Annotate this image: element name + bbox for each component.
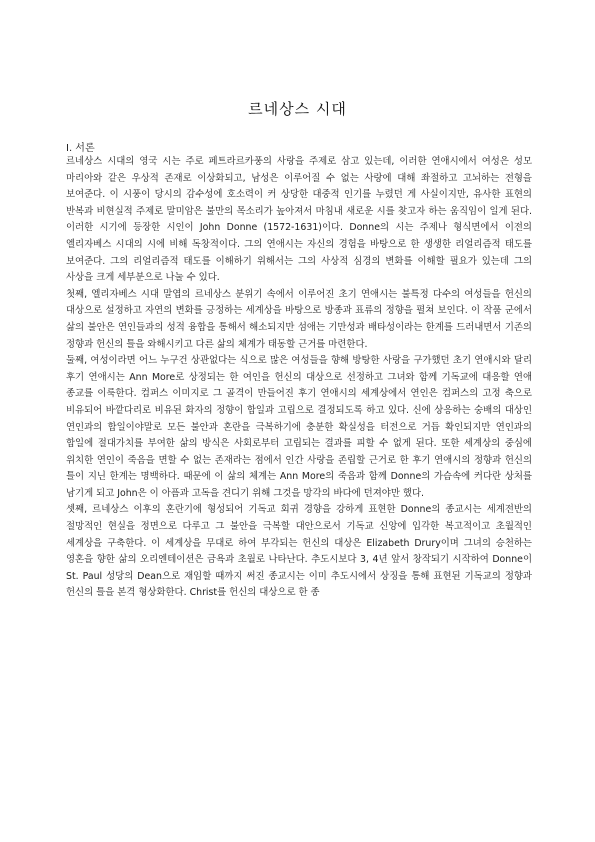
paragraph-second: 둘째, 여성이라면 어느 누구건 상관없다는 식으로 많은 여성들을 향해 방탕한 사랑을 구가했던 초기 연애시와 달리 후기 연애시는 Ann More로 상정되는 한 여인을 헌신의 대상으로 선정하고 그녀와 함께 기독교에 대응할 연애 종교를 이룩한다. 컴퍼스 이미지로 그 골격이 만들어진 후기 연애시의 세계상에서 연인은 컴퍼스의 고정 축으로 비유되어 바깥다리로 비유된 화자의 정향이 합일과 고립으로 결정되도록 하고 있다. 신에 상응하는 숭배의 대상인 연인과의 합일이야말로 모든 불안과 혼란을 극복하기에 충분한 확실성을 터전으로 거듭 확인되지만 연인과의 합일에 절대가치를 부여한 삶의 방식은 사회로부터 고립되는 결과를 피할 수 없게 된다. 또한 세계상의 중심에 위치한 연인이 죽음을 면할 수 없는 존재라는 점에서 인간 사랑을 존립할 근거로 한 후기 연애시의 정향과 헌신의 틀이 지닌 한계는 명백하다. 때문에 이 삶의 체계는 Ann More의 죽음과 함께 Donne의 가슴속에 커다란 상처를 남기게 되고 John은 이 아픔과 고독을 견디기 위해 그것을 망각의 바다에 던져야만 했다. — [66, 355, 532, 499]
body-text — [66, 154, 532, 602]
paragraph-first: 첫째, 엘리자베스 시대 말엽의 르네상스 분위기 속에서 이루어진 초기 연애시는 불특정 다수의 여성들을 헌신의 대상으로 설정하고 자연의 변화를 긍정하는 세계상을 바탕으로 방종과 표류의 정향을 펼쳐 보인다. 이 작품 군에서 삶의 불안은 연인들과의 성적 융합을 통해서 해소되지만 섬애는 기만성과 배타성이라는 한계를 드러내면서 기존의 정향과 헌신의 틀을 와해시키고 다른 삶의 체계가 태동할 근거를 마련한다. — [66, 288, 532, 350]
section-heading: Ⅰ. 서론 — [66, 143, 95, 154]
paragraph-introduction: 르네상스 시대의 영국 시는 주로 페트라르카풍의 사랑을 주제로 삼고 있는데, 이러한 연애시에서 여성은 성모 마리아와 같은 우상적 존재로 이상화되고, 남성은 이루어질 수 없는 사랑에 대해 좌절하고 고뇌하는 전형을 보여준다. 이 시풍이 당시의 감수성에 호소력이 커 상당한 대중적 인기를 누렸던 게 사실이지만, 유사한 표현의 반복과 비현실적 주제로 말미암은 불만의 목소리가 높아져서 마침내 새로운 시를 찾고자 하는 움직임이 일게 된다. 이러한 시기에 등장한 시인이 John Donne (1572-1631)이다. Donne의 시는 주제나 형식면에서 이전의 엘리자베스 시대의 시에 비해 독창적이다. 그의 연애시는 자신의 경험을 바탕으로 한 생생한 리얼리즘적 태도를 보여준다. 그의 리얼리즘적 태도를 이해하기 위해서는 그의 사상적 심경의 변화를 이해할 필요가 있는데 그의 사상을 크게 세부분으로 나눌 수 있다. — [66, 156, 532, 284]
document-title: 르네상스 시대 — [248, 100, 347, 118]
paragraph-third: 셋째, 르네상스 이후의 혼란기에 형성되어 기독교 회귀 경향을 강하게 표현한 Donne의 종교시는 세계전반의 절망적인 현실을 정면으로 다루고 그 불안을 극복할 대안으로서 기독교 신앙에 입각한 복고적이고 초월적인 세계상을 구축한다. 이 세계상을 무대로 하여 부각되는 헌신의 대상은 Elizabeth Drury이며 그녀의 승천하는 영혼을 향한 삶의 오리엔테이션은 금욕과 초월로 나타난다. 추도시보다 3, 4년 앞서 창작되기 시작하여 Donne이 St. Paul 성당의 Dean으로 재임할 때까지 써진 종교시는 이미 추도시에서 상징을 통해 표현된 기독교의 정향과 헌신의 틀을 본격 형상화한다. Christ를 헌신의 대상으로 한 종 — [66, 504, 532, 599]
